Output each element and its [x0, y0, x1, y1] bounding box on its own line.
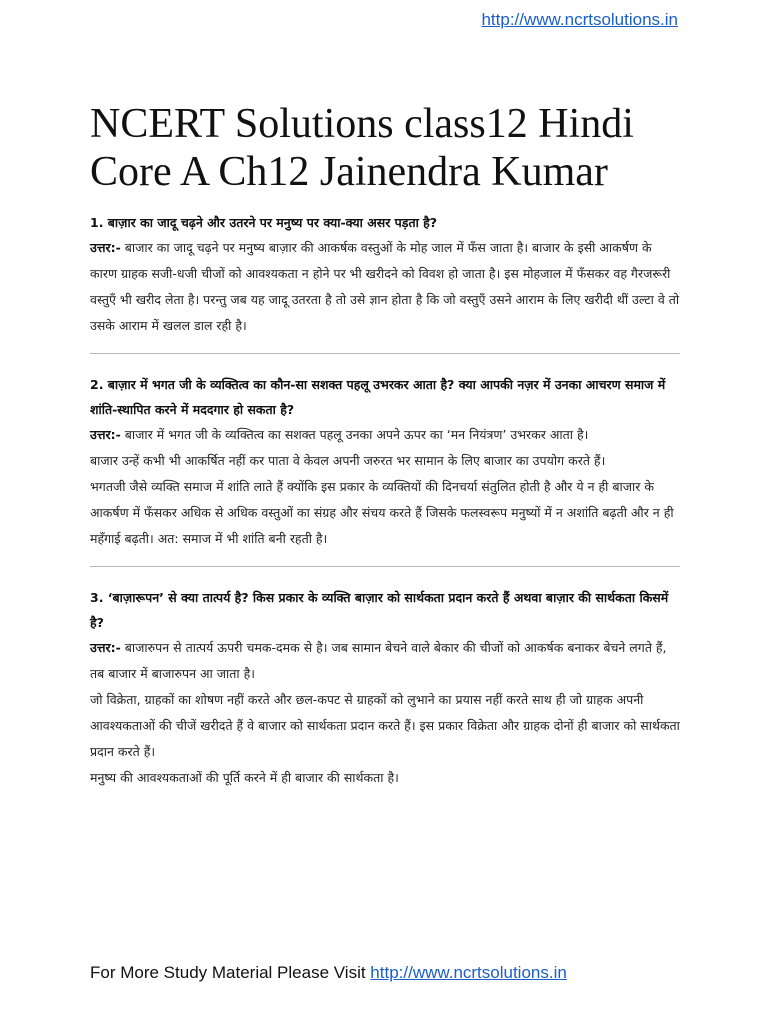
footer-website-link[interactable]: http://www.ncrtsolutions.in [370, 963, 567, 982]
answer-text: बाजार का जादू चढ़ने पर मनुष्य बाज़ार की आकर्षक वस्तुओं के मोह जाल में फँस जाता है। बाजार के इसी आकर्षण के कारण ग्राहक सजी-धजी चीजों को आवश्यकता न होने पर भी खरीदने को विवश हो जाता है। इस मोहजाल में फँसकर वह गैरजरूरी वस्तुएँ भी खरीद लेता है। परन्तु जब यह जादू उतरता है तो उसे ज्ञान होता है कि जो वस्तुएँ उसने आराम के लिए खरीदी थीं उल्टा वे तो उसके आराम में खलल डाल रही है। [90, 240, 680, 333]
qa-section-2 [90, 372, 680, 552]
section-divider [90, 353, 680, 354]
answer-3-line-3: मनुष्य की आवश्यकताओं की पूर्ति करने में ही बाजार की सार्थकता है। [90, 770, 399, 785]
qa-section-3 [90, 585, 680, 791]
answer-2-line-1 [90, 422, 680, 448]
answer-2-line-2: बाजार उन्हें कभी भी आकर्षित नहीं कर पाता वे केवल अपनी जरुरत भर सामान के लिए बाजार का उपयोग करते हैं। [90, 453, 606, 468]
answer-label: उत्तर:- [90, 640, 121, 655]
header-website-link[interactable]: http://www.ncrtsolutions.in [481, 10, 678, 29]
answer-text: बाजारुपन से तात्पर्य ऊपरी चमक-दमक से है। जब सामान बेचने वाले बेकार की चीजों को आकर्षक बनाकर बेचने लगते हैं, तब बाजार में बाजारुपन आ जाता है। [90, 640, 667, 681]
footer [90, 963, 567, 983]
footer-text: For More Study Material Please Visit [90, 963, 371, 982]
answer-label: उत्तर:- [90, 427, 121, 442]
answer-label: उत्तर:- [90, 240, 121, 255]
qa-section-1 [90, 210, 680, 339]
page-title: NCERT Solutions class12 Hindi Core A Ch12 Jainendra Kumar [90, 101, 634, 195]
answer-3-line-2: जो विक्रेता, ग्राहकों का शोषण नहीं करते और छल-कपट से ग्राहकों को लुभाने का प्रयास नहीं करते साथ ही जो ग्राहक अपनी आवश्यकताओं की चीजें खरीदते हैं वे बाजार को सार्थकता प्रदान करते हैं। इस प्रकार विक्रेता और ग्राहक दोनों ही बाजार को सार्थकता प्रदान करते हैं। [90, 692, 680, 759]
answer-3-line-1 [90, 635, 680, 687]
question-1: 1. बाज़ार का जादू चढ़ने और उतरने पर मनुष्य पर क्या-क्या असर पड़ता है? [90, 215, 438, 230]
answer-2-line-3: भगतजी जैसे व्यक्ति समाज में शांति लाते हैं क्योंकि इस प्रकार के व्यक्तियों की दिनचर्या संतुलित होती है और ये न ही बाजार के आकर्षण में फँसकर अधिक से अधिक वस्तुओं का संग्रह और संचय करते हैं जिसके फलस्वरूप मनुष्यों में न अशांति बढ़ती और न ही महँगाई बढ़ती। अत: समाज में भी शांति बनी रहती है। [90, 479, 674, 546]
answer-1-line-1 [90, 235, 680, 339]
section-divider [90, 566, 680, 567]
qa-content [90, 210, 680, 791]
question-2: 2. बाज़ार में भगत जी के व्यक्तित्व का कौन-सा सशक्त पहलू उभरकर आता है? क्या आपकी नज़र में उनका आचरण समाज में शांति-स्थापित करने में मददगार हो सकता है? [90, 377, 666, 417]
question-3: 3. ‘बाज़ारूपन’ से क्या तात्पर्य है? किस प्रकार के व्यक्ति बाज़ार को सार्थकता प्रदान करते हैं अथवा बाज़ार की सार्थकता किसमें है? [90, 590, 669, 630]
answer-text: बाजार में भगत जी के व्यक्तित्व का सशक्त पहलू उनका अपने ऊपर का ‘मन नियंत्रण’ उभरकर आता है। [124, 427, 589, 442]
